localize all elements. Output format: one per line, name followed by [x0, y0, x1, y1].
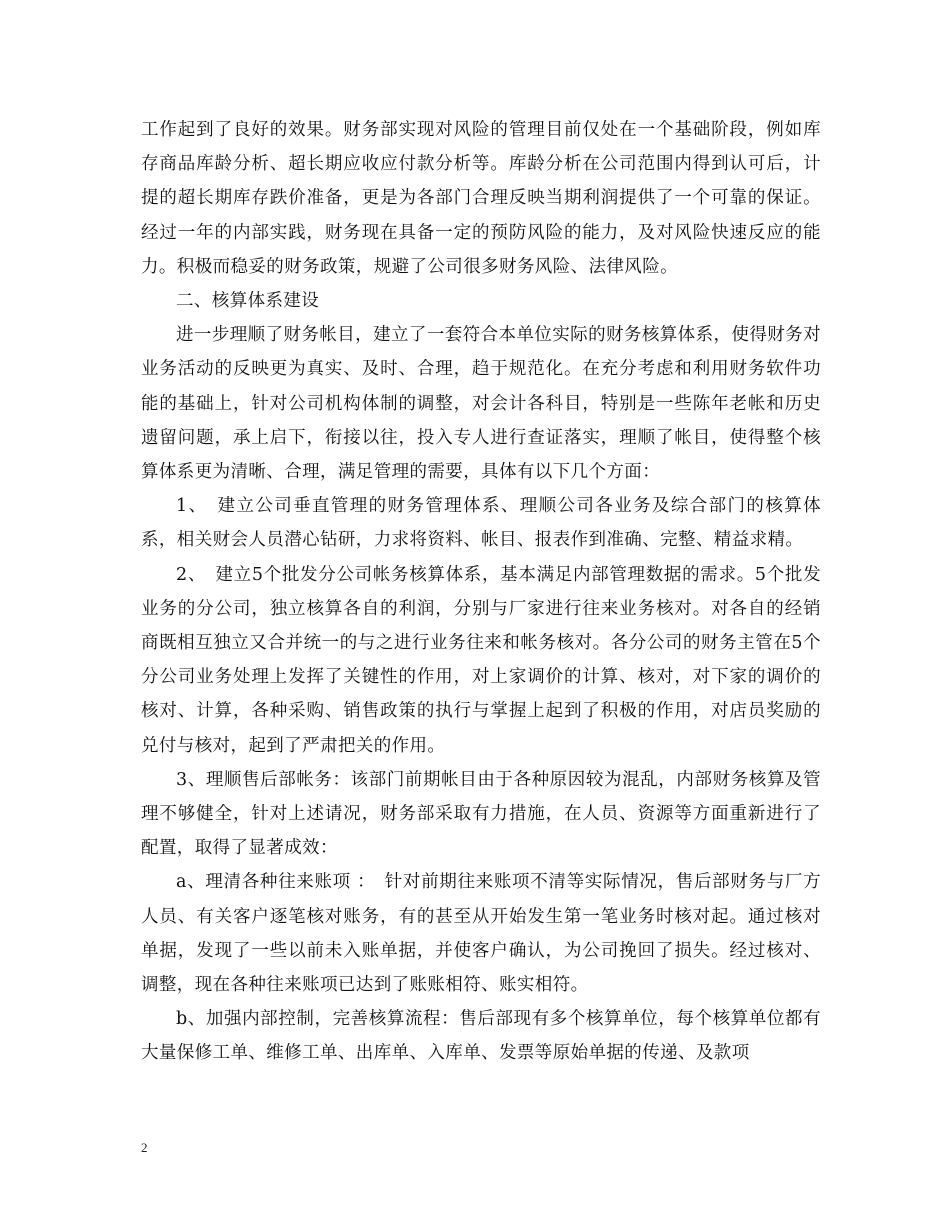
paragraph-continuation: 工作起到了良好的效果。财务部实现对风险的管理目前仅处在一个基础阶段，例如库存商品库龄分析、超长期应收应付款分析等。库龄分析在公司范围内得到认可后，计提的超长期库存跌价准备，更是为各部门合理反映当期利润提供了一个可靠的保证。经过一年的内部实践，财务现在具备一定的预防风险的能力，及对风险快速反应的能力。积极而稳妥的财务政策，规避了公司很多财务风险、法律风险。 — [141, 120, 821, 277]
list-item-2: 2、 建立5个批发分公司帐务核算体系，基本满足内部管理数据的需求。5个批发业务的分公司，独立核算各自的利润，分别与厂家进行往来业务核对。对各自的经销商既相互独立又合并统一的与之进行业务往来和帐务核对。各分公司的财务主管在5个分公司业务处理上发挥了关键性的作用，对上家调价的计算、核对，对下家的调价的核对、计算，各种采购、销售政策的执行与掌握上起到了积极的作用，对店员奖励的兑付与核对，起到了严肃把关的作用。 — [141, 564, 821, 756]
sub-item-a: a、理清各种往来账项 ： 针对前期往来账项不清等实际情况，售后部财务与厂方人员、有关客户逐笔核对账务，有的甚至从开始发生第一笔业务时核对起。通过核对单据，发现了一些以前未入账单据，并使客户确认，为公司挽回了损失。经过核对、调整，现在各种往来账项已达到了账账相符、账实相符。 — [141, 872, 821, 996]
list-item-3: 3、理顺售后部帐务：该部门前期帐目由于各种原因较为混乱，内部财务核算及管理不够健全，针对上述请况，财务部采取有力措施，在人员、资源等方面重新进行了配置，取得了显著成效： — [141, 769, 821, 859]
paragraph-intro: 进一步理顺了财务帐目，建立了一套符合本单位实际的财务核算体系，使得财务对业务活动的反映更为真实、及时、合理，趋于规范化。在充分考虑和利用财务软件功能的基础上，针对公司机构体制的调整，对会计各科目，特别是一些陈年老帐和历史遗留问题，承上启下，衔接以往，投入专人进行查证落实，理顺了帐目，使得整个核算体系更为清晰、合理，满足管理的需要，具体有以下几个方面： — [141, 325, 821, 483]
document-body — [141, 113, 821, 1071]
sub-item-b: b、加强内部控制，完善核算流程：售后部现有多个核算单位，每个核算单位都有大量保修工单、维修工单、出库单、入库单、发票等原始单据的传递、及款项 — [141, 1009, 821, 1064]
section-heading: 二、核算体系建设 — [176, 291, 320, 312]
list-item-1: 1、 建立公司垂直管理的财务管理体系、理顺公司各业务及综合部门的核算体系，相关财会人员潜心钻研，力求将资料、帐目、报表作到准确、完整、精益求精。 — [141, 496, 821, 551]
page-number: 2 — [141, 1140, 148, 1155]
